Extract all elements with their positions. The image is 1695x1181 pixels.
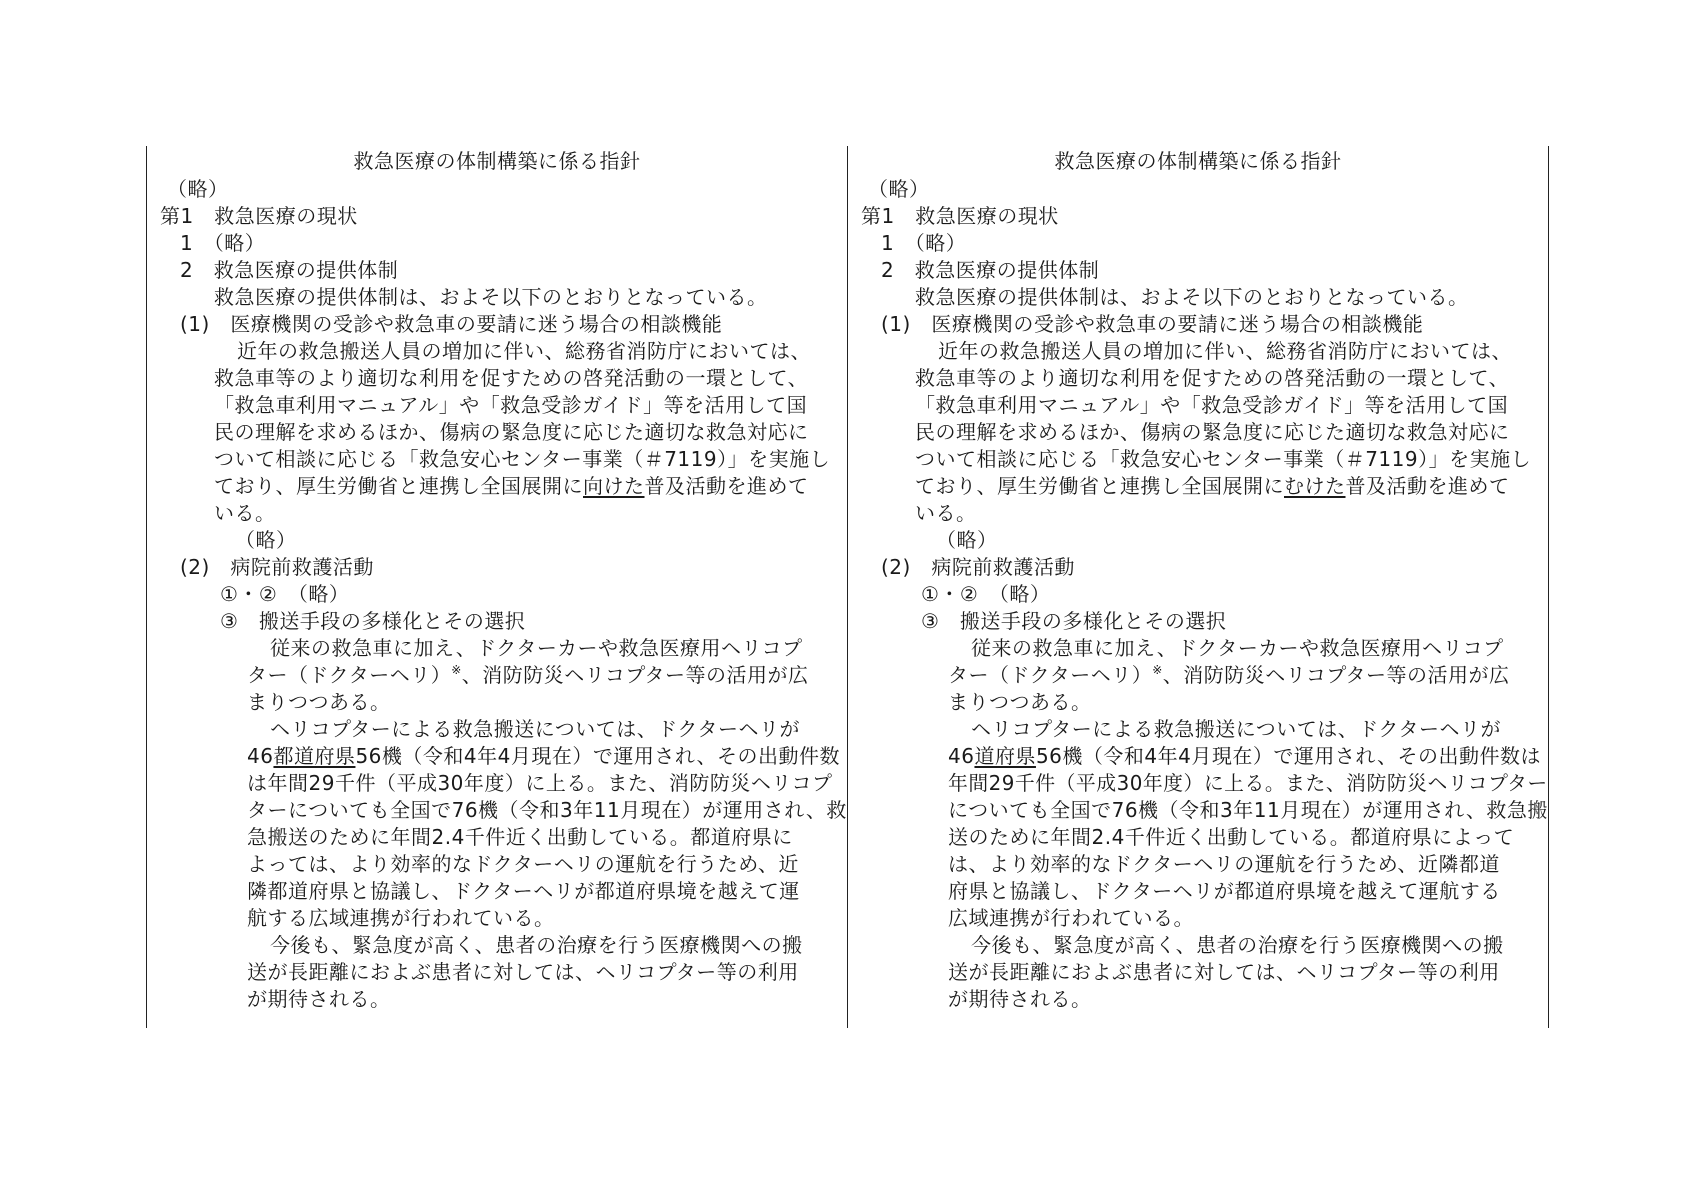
- omitted-note: （略）: [167, 177, 229, 201]
- paragraph-line-with-note: [247, 662, 808, 688]
- paragraph-line: 急搬送のために年間2.4千件近く出動している。都道府県に: [247, 825, 793, 849]
- paragraph-line: 救急車等のより適切な利用を促すための啓発活動の一環として、: [214, 366, 809, 390]
- paragraph-line: 隣都道府県と協議し、ドクターヘリが都道府県境を越えて運: [247, 879, 800, 903]
- paragraph-line: 送のために年間2.4千件近く出動している。都道府県によって: [948, 825, 1515, 849]
- item-2-heading: (2) 病院前救護活動: [881, 555, 1075, 579]
- text-segment: 46: [948, 744, 975, 768]
- section-heading: 第1 救急医療の現状: [861, 204, 1059, 228]
- text-segment: 56機（令和4年4月現在）で運用され、その出動件数は: [1035, 744, 1542, 768]
- paragraph-line: 近年の救急搬送人員の増加に伴い、総務省消防庁においては、: [938, 339, 1512, 363]
- paragraph-line: 年間29千件（平成30年度）に上る。また、消防防災ヘリコプター: [948, 771, 1548, 795]
- text-segment: 46: [247, 744, 274, 768]
- paragraph-line: いる。: [214, 501, 276, 525]
- paragraph-line: 広域連携が行われている。: [948, 906, 1194, 930]
- text-segment: 、消防防災ヘリコプター等の活用が広: [461, 663, 809, 687]
- paragraph-line: 今後も、緊急度が高く、患者の治療を行う医療機関への搬: [971, 933, 1504, 957]
- paragraph-line: 送が長距離におよぶ患者に対しては、ヘリコプター等の利用: [247, 960, 799, 984]
- note-mark: ※: [451, 663, 462, 677]
- paragraph-line-with-underline: [214, 473, 809, 499]
- subsection-1: 1 （略）: [180, 231, 266, 255]
- text-segment: ター（ドクターヘリ）: [247, 663, 452, 687]
- text-segment: ター（ドクターヘリ）: [948, 663, 1153, 687]
- paragraph-line: よっては、より効率的なドクターヘリの運航を行うため、近: [247, 852, 799, 876]
- text-segment: ており、厚生労働省と連携し全国展開に: [915, 474, 1284, 498]
- paragraph-line: 民の理解を求めるほか、傷病の緊急度に応じた適切な救急対応に: [214, 420, 809, 444]
- paragraph-line: ついて相談に応じる「救急安心センター事業（＃7119）」を実施し: [214, 447, 831, 471]
- omitted-items: ①・② （略）: [220, 582, 350, 606]
- paragraph-line: 府県と協議し、ドクターヘリが都道府県境を越えて運航する: [948, 879, 1501, 903]
- underlined-change: 道府県: [974, 744, 1036, 768]
- paragraph-line: 航する広域連携が行われている。: [247, 906, 555, 930]
- paragraph-line: まりつつある。: [948, 690, 1092, 714]
- paragraph-line: は、より効率的なドクターヘリの運航を行うため、近隣都道: [948, 852, 1500, 876]
- paragraph-line: 従来の救急車に加え、ドクターカーや救急医療用ヘリコプ: [270, 636, 803, 660]
- paragraph-line: 救急医療の提供体制は、およそ以下のとおりとなっている。: [915, 285, 1469, 309]
- paragraph-line: 今後も、緊急度が高く、患者の治療を行う医療機関への搬: [270, 933, 803, 957]
- paragraph-line-with-underline: [948, 743, 1541, 769]
- document-title: 救急医療の体制構築に係る指針: [353, 149, 641, 173]
- paragraph-line: まりつつある。: [247, 690, 391, 714]
- underlined-change: 向けた: [583, 474, 645, 498]
- paragraph-line-with-underline: [915, 473, 1510, 499]
- text-segment: 普及活動を進めて: [644, 474, 809, 498]
- text-segment: 、消防防災ヘリコプター等の活用が広: [1162, 663, 1510, 687]
- paragraph-line: ヘリコプターによる救急搬送については、ドクターヘリが: [270, 717, 800, 741]
- item-3-heading: ③ 搬送手段の多様化とその選択: [220, 609, 526, 633]
- underlined-change: むけた: [1284, 474, 1346, 498]
- item-3-heading: ③ 搬送手段の多様化とその選択: [921, 609, 1227, 633]
- old-version-column: [147, 146, 847, 1028]
- omitted-items: ①・② （略）: [921, 582, 1051, 606]
- paragraph-line: 近年の救急搬送人員の増加に伴い、総務省消防庁においては、: [237, 339, 811, 363]
- paragraph-line: 救急車等のより適切な利用を促すための啓発活動の一環として、: [915, 366, 1510, 390]
- text-segment: ており、厚生労働省と連携し全国展開に: [214, 474, 583, 498]
- omitted-note: （略）: [235, 528, 297, 552]
- right-column-right-border: [1548, 146, 1549, 1028]
- item-1-heading: (1) 医療機関の受診や救急車の要請に迷う場合の相談機能: [881, 312, 1424, 336]
- subsection-1: 1 （略）: [881, 231, 967, 255]
- paragraph-line: 民の理解を求めるほか、傷病の緊急度に応じた適切な救急対応に: [915, 420, 1510, 444]
- paragraph-line: 「救急車利用マニュアル」や「救急受診ガイド」等を活用して国: [915, 393, 1509, 417]
- paragraph-line: 「救急車利用マニュアル」や「救急受診ガイド」等を活用して国: [214, 393, 808, 417]
- paragraph-line: は年間29千件（平成30年度）に上る。また、消防防災ヘリコプ: [247, 771, 833, 795]
- subsection-2: 2 救急医療の提供体制: [881, 258, 1100, 282]
- paragraph-line-with-underline: [247, 743, 840, 769]
- item-2-heading: (2) 病院前救護活動: [180, 555, 374, 579]
- paragraph-line: いる。: [915, 501, 977, 525]
- text-segment: 56機（令和4年4月現在）で運用され、その出動件数: [355, 744, 841, 768]
- paragraph-line: 送が長距離におよぶ患者に対しては、ヘリコプター等の利用: [948, 960, 1500, 984]
- document-title: 救急医療の体制構築に係る指針: [1054, 149, 1342, 173]
- paragraph-line: 従来の救急車に加え、ドクターカーや救急医療用ヘリコプ: [971, 636, 1504, 660]
- paragraph-line-with-note: [948, 662, 1509, 688]
- item-1-heading: (1) 医療機関の受診や救急車の要請に迷う場合の相談機能: [180, 312, 723, 336]
- omitted-note: （略）: [936, 528, 998, 552]
- section-heading: 第1 救急医療の現状: [160, 204, 358, 228]
- paragraph-line: についても全国で76機（令和3年11月現在）が運用され、救急搬: [948, 798, 1548, 822]
- underlined-change: 都道府県: [273, 744, 356, 768]
- new-version-column: [848, 146, 1548, 1028]
- omitted-note: （略）: [868, 177, 930, 201]
- paragraph-line: ターについても全国で76機（令和3年11月現在）が運用され、救: [247, 798, 847, 822]
- paragraph-line: ついて相談に応じる「救急安心センター事業（＃7119）」を実施し: [915, 447, 1532, 471]
- subsection-2: 2 救急医療の提供体制: [180, 258, 399, 282]
- note-mark: ※: [1152, 663, 1163, 677]
- paragraph-line: ヘリコプターによる救急搬送については、ドクターヘリが: [971, 717, 1501, 741]
- paragraph-line: 救急医療の提供体制は、およそ以下のとおりとなっている。: [214, 285, 768, 309]
- text-segment: 普及活動を進めて: [1345, 474, 1510, 498]
- paragraph-line: が期待される。: [247, 987, 391, 1011]
- paragraph-line: が期待される。: [948, 987, 1092, 1011]
